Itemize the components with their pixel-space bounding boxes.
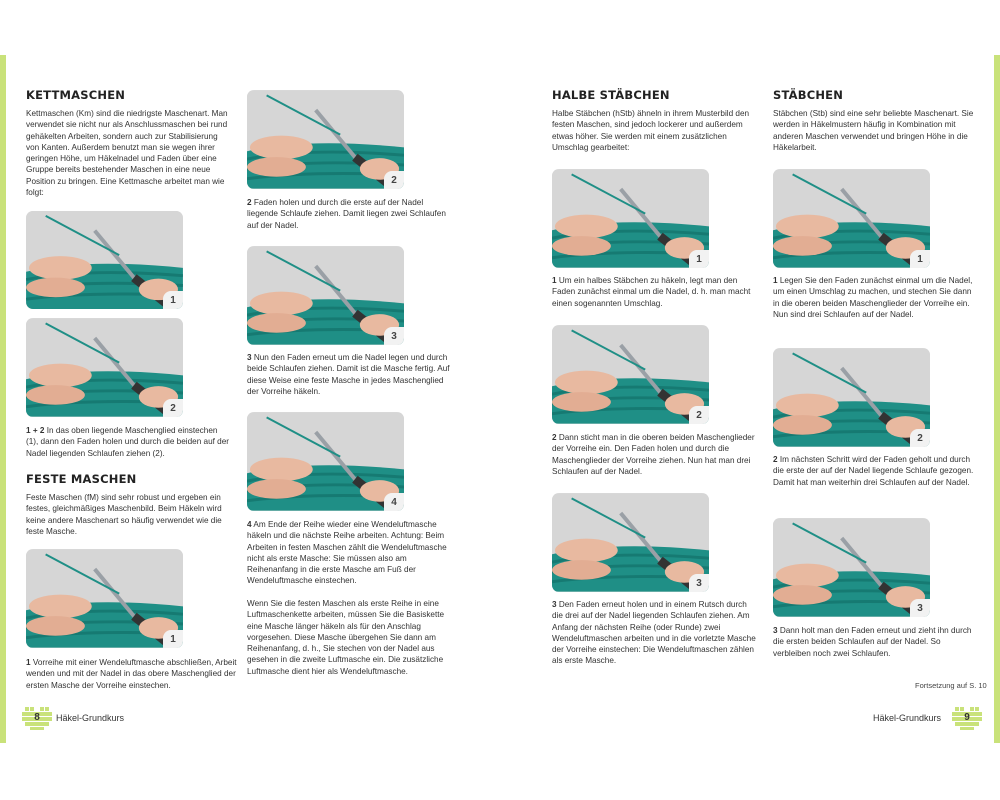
kettmaschen-text: Kettmaschen (Km) sind die niedrigste Maschenart. Man verwendet sie nicht nur als Anschlussmaschen bei rund gehäkelten Arbeiten, sondern auch zur Stabilisierung von Kanten. Außerdem benutzt man sie wegen ihrer geringen Höhe, um Häkelnadel und Faden über eine Gruppe bereits bestehender Maschen in eine neue Position zu bringen. Eine Kettmasche arbeitet man wie folgt:	[26, 109, 228, 198]
staebchen-caption-1	[773, 275, 978, 320]
photo-number: 1	[689, 250, 709, 268]
feste-maschen-title: FESTE MASCHEN	[26, 472, 137, 486]
photo-number: 3	[689, 574, 709, 592]
feste-caption-3	[247, 352, 452, 397]
halbe-photo-1	[552, 169, 709, 268]
photo-number: 2	[163, 399, 183, 417]
page-number-heart-right	[952, 703, 982, 733]
staebchen-section	[773, 88, 983, 153]
feste-maschen-photo-2	[247, 90, 404, 189]
footer-title-right: Häkel-Grundkurs	[873, 713, 942, 723]
caption-step: 1	[773, 276, 778, 285]
halbe-photo-3	[552, 493, 709, 592]
page-number: 9	[964, 712, 970, 723]
photo-number: 4	[384, 493, 404, 511]
caption-step: 1	[26, 658, 31, 667]
continuation-note: Fortsetzung auf S. 10	[915, 681, 987, 690]
caption-text: Vorreihe mit einer Wendeluftmasche abschließen, Arbeit wenden und mit der Nadel in das obere Maschenglied der ersten Masche der Vorreihe einstechen.	[26, 658, 237, 690]
photo-number: 3	[384, 327, 404, 345]
caption-text: Legen Sie den Faden zunächst einmal um die Nadel, um einen Umschlag zu machen, und stechen Sie dann in die oberen beiden Maschenglieder der Vorreihe ein. Nun sind drei Schlaufen auf der Nadel.	[773, 276, 973, 319]
photo-number: 1	[910, 250, 930, 268]
photo-number: 2	[689, 406, 709, 424]
halbe-staebchen-text: Halbe Stäbchen (hStb) ähneln in ihrem Musterbild den festen Maschen, sind jedoch lockerer und außerdem etwas höher. Sie werden mit einem zusätzlichen Umschlag gearbeitet:	[552, 109, 750, 152]
caption-step: 2	[773, 455, 778, 464]
caption-text: Am Ende der Reihe wieder eine Wendeluftmasche häkeln und die nächste Reihe arbeiten. Achtung: Beim Arbeiten in festen Maschen zählt die Wendeluftmasche nicht als erste Masche: Sie müssen also am Reihenanfang in die erste Masche am Fuß der Wendeluftmasche einstechen.	[247, 520, 447, 586]
caption-step: 3	[247, 353, 252, 362]
footer-title-left: Häkel-Grundkurs	[56, 713, 125, 723]
photo-number: 1	[163, 630, 183, 648]
staebchen-caption-2	[773, 454, 983, 488]
left-margin-strip	[0, 55, 6, 743]
caption-step: 1 + 2	[26, 426, 45, 435]
caption-text: In das oben liegende Maschenglied einstechen (1), dann den Faden holen und durch die beiden auf der Nadel liegenden Schlaufen ziehen (2).	[26, 426, 230, 458]
feste-caption-4	[247, 519, 452, 587]
caption-step: 4	[247, 520, 252, 529]
halbe-caption-1	[552, 275, 752, 309]
caption-text: Nun den Faden erneut um die Nadel legen und durch beide Schlaufen ziehen. Damit ist die Masche fertig. Auf diese Weise eine feste Masche in jedes Maschenglied der Vorreihe häkeln.	[247, 353, 450, 396]
caption-text: Dann holt man den Faden erneut und zieht ihn durch die ersten beiden Schlaufen auf der Nadel. So verbleiben noch zwei Schlaufen.	[773, 626, 972, 658]
photo-number: 1	[163, 291, 183, 309]
caption-step: 2	[247, 198, 252, 207]
feste-caption-2	[247, 197, 447, 231]
staebchen-caption-3	[773, 625, 978, 659]
right-margin-strip	[994, 55, 1000, 743]
halbe-staebchen-section	[552, 88, 757, 153]
halbe-photo-2	[552, 325, 709, 424]
staebchen-text: Stäbchen (Stb) sind eine sehr beliebte Maschenart. Sie werden in Häkelmustern häufig in Kombination mit anderen Maschen verwendet und bringen Höhe in die Häkelarbeit.	[773, 109, 974, 152]
staebchen-photo-1	[773, 169, 930, 268]
kettmaschen-caption	[26, 425, 231, 459]
caption-step: 3	[773, 626, 778, 635]
feste-caption-1	[26, 657, 238, 691]
staebchen-title: STÄBCHEN	[773, 88, 844, 102]
feste-maschen-section	[26, 472, 231, 537]
caption-text: Den Faden erneut holen und in einem Rutsch durch die drei auf der Nadel liegenden Schlaufen ziehen. Am Anfang der nächsten Reihe (oder Runde) zwei Wendeluftmaschen arbeiten und in die vorletzte Masche der Vorreihe einstechen: Die Wendeluftmaschen zählen als erste Masche.	[552, 600, 756, 666]
feste-maschen-note: Wenn Sie die festen Maschen als erste Reihe in eine Luftmaschenkette arbeiten, müssen Sie die Basiskette eine Masche länger häkeln als für den Anschlag vorgesehen. Diese Masche übergehen Sie dann am Reihenanfang, d. h., Sie stechen von der Nadel aus gesehen in die zweite Luftmasche ein. Die zusätzliche Luftmasche dient hier als Wendeluftmasche.	[247, 599, 445, 676]
kettmaschen-section	[26, 88, 231, 198]
caption-text: Im nächsten Schritt wird der Faden geholt und durch die erste der auf der Nadel liegende Schlaufe gezogen. Damit hat man weiterhin drei Schlaufen auf der Nadel.	[773, 455, 974, 487]
photo-number: 2	[384, 171, 404, 189]
kettmaschen-title: KETTMASCHEN	[26, 88, 126, 102]
caption-text: Faden holen und durch die erste auf der Nadel liegende Schlaufe ziehen. Damit liegen zwei Schlaufen auf der Nadel.	[247, 198, 446, 230]
caption-step: 1	[552, 276, 557, 285]
feste-maschen-photo-1	[26, 549, 183, 648]
halbe-caption-3	[552, 599, 757, 667]
caption-step: 2	[552, 433, 557, 442]
feste-maschen-photo-4	[247, 412, 404, 511]
kettmaschen-photo-1	[26, 211, 183, 309]
caption-text: Dann sticht man in die oberen beiden Maschenglieder der Vorreihe ein. Den Faden holen und durch die Maschenglieder der Vorreihe ziehen. Nun hat man drei Schlaufen auf der Nadel.	[552, 433, 755, 476]
halbe-caption-2	[552, 432, 757, 477]
staebchen-photo-2	[773, 348, 930, 447]
feste-maschen-text: Feste Maschen (fM) sind sehr robust und ergeben ein festes, gleichmäßiges Maschenbild. Beim Häkeln wird keine andere Maschenart so häufig verwendet wie die feste Masche.	[26, 493, 222, 536]
kettmaschen-photo-2	[26, 318, 183, 417]
page-number-heart-left	[22, 703, 52, 733]
halbe-staebchen-title: HALBE STÄBCHEN	[552, 88, 670, 102]
page-number: 8	[34, 712, 40, 723]
staebchen-photo-3	[773, 518, 930, 617]
photo-number: 2	[910, 429, 930, 447]
caption-text: Um ein halbes Stäbchen zu häkeln, legt man den Faden zunächst einmal um die Nadel, d. h. man macht einen sogenannten Umschlag.	[552, 276, 751, 308]
photo-number: 3	[910, 599, 930, 617]
caption-step: 3	[552, 600, 557, 609]
feste-maschen-photo-3	[247, 246, 404, 345]
